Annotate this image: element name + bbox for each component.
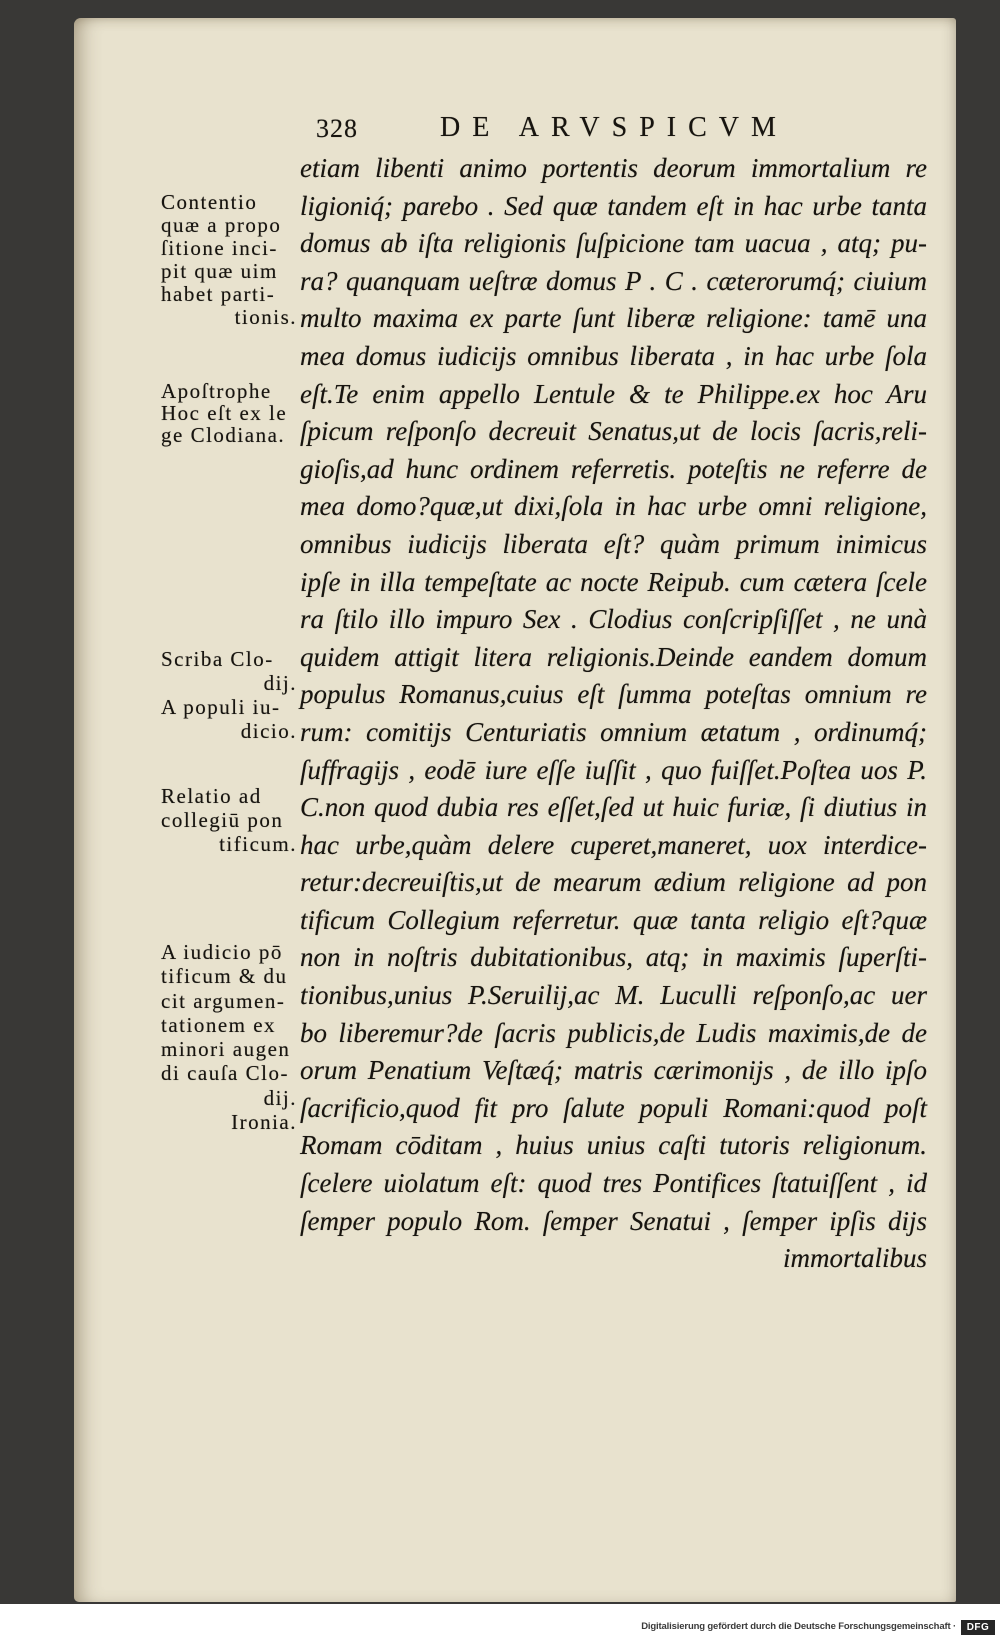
margin-note-apostrophe [161, 380, 297, 446]
margin-note-line: Hoc eſt ex le [161, 401, 288, 425]
text-line: orum Penatium Veſtæq́; matris cærimonijs , de illo ipſo [300, 1055, 927, 1086]
digitization-credit: Digitalisierung gefördert durch die Deutsche Forschungsgemeinschaft · [641, 1621, 956, 1632]
running-title: DE ARVSPICVM [440, 112, 788, 143]
text-line: ſemper populo Rom. ſemper Senatui , ſemper ipſis dijs [300, 1205, 927, 1236]
text-line: domus ab iſta religionis ſuſpicione tam uacua , atq; pu- [300, 228, 927, 259]
text-line: rum: comitijs Centuriatis omnium ætatum , ordinumq́; [300, 716, 927, 747]
text-line: ſuffragijs , eodē iure eſſe iuſſit , quo fuiſſet.Poſtea uos P. [300, 754, 927, 785]
margin-note-line: Contentio [161, 190, 258, 214]
page-number: 328 [316, 114, 358, 143]
margin-note-line: ge Clodiana. [161, 423, 286, 447]
text-line: etiam libenti animo portentis deorum immortalium re [300, 153, 927, 183]
margin-note-line: dij. [263, 671, 297, 695]
text-line: ſpicum reſponſo decreuit Senatus,ut de locis ſacris,reli- [300, 416, 927, 447]
text-line: non in noſtris dubitationibus, atq; in maximis ſuperſti- [300, 942, 927, 973]
margin-note-line: A iudicio pō [161, 940, 283, 964]
margin-note-line: Relatio ad [161, 784, 262, 808]
margin-note-line: tificum. [219, 832, 297, 856]
text-line: omnibus iudicijs liberata eſt? quàm primum inimicus [300, 528, 927, 559]
dfg-logo: DFG [961, 1620, 995, 1635]
text-line: mea domo?quæ,ut dixi,ſola in hac urbe omni religione, [300, 491, 927, 522]
margin-note-line: tificum & du [161, 964, 288, 989]
text-line: bo liberemur?de ſacris publicis,de Ludis maximis,de de [300, 1017, 927, 1048]
margin-note-line: A populi iu- [161, 695, 281, 719]
text-line: ſcelere uiolatum eſt: quod tres Pontifices ſtatuiſſent , id [300, 1168, 927, 1199]
text-line: ra? quanquam ueſtræ domus P . C . cæterorumq́; ciuium [300, 265, 927, 296]
text-line: eſt.Te enim appello Lentule & te Philippe.ex hoc Aru [300, 378, 927, 409]
text-line: ipſe in illa tempeſtate ac nocte Reipub. cum cætera ſcele [300, 566, 927, 597]
text-line: retur:decreuiſtis,ut de mearum ædium religione ad pon [300, 867, 927, 898]
margin-note-line: di cauſa Clo- [161, 1061, 289, 1086]
margin-note-relatio [161, 784, 297, 856]
margin-note-line: habet parti- [161, 282, 276, 306]
text-line: populus Romanus,cuius eſt ſumma poteſtas omnium re [300, 679, 927, 710]
text-line: Romam cōditam , huius unius caſti tutoris religionum. [300, 1130, 927, 1161]
text-line: multo maxima ex parte ſunt liberæ religione: tamē una [300, 303, 927, 334]
text-line: ſacrificio,quod fit pro ſalute populi Romani:quod poſt [300, 1092, 927, 1123]
text-line: ligioniq́; parebo . Sed quæ tandem eſt in hac urbe tanta [300, 190, 927, 221]
margin-note-line: tationem ex [161, 1012, 277, 1037]
margin-note-line: collegiū pon [161, 808, 284, 832]
margin-note-line: cit argumen- [161, 988, 286, 1013]
catchword: immortalibus [782, 1243, 927, 1274]
text-line: tificum Collegium referretur. quæ tanta religio eſt?quæ [300, 904, 927, 935]
margin-note-scriba [161, 647, 297, 743]
margin-note-line: ſitione inci- [161, 236, 278, 260]
text-line: tionibus,unius P.Seruilij,ac M. Luculli reſponſo,ac uer [300, 980, 927, 1011]
margin-note-line: Apoſtrophe [161, 379, 272, 403]
margin-note-line: Scriba Clo- [161, 647, 274, 671]
text-line: hac urbe,quàm delere cuperet,maneret, uox interdice- [300, 829, 927, 860]
margin-note-line: dij. [263, 1085, 297, 1110]
margin-note-iudicio [161, 940, 297, 1134]
margin-note-line: Ironia. [231, 1110, 297, 1135]
text-line: quidem attigit litera religionis.Deinde eandem domum [300, 641, 927, 672]
text-line: ra ſtilo illo impuro Sex . Clodius conſcripſiſſet , ne unà [300, 604, 927, 635]
margin-note-line: pit quæ uim [161, 259, 278, 283]
margin-note-line: minori augen [161, 1037, 291, 1062]
margin-note-line: dicio. [240, 719, 297, 743]
main-text-block [300, 150, 927, 1278]
margin-note-contentio [161, 191, 297, 329]
text-line: mea domus iudicijs omnibus liberata , in hac urbe ſola [300, 340, 927, 371]
text-line: C.non quod dubia res eſſet,ſed ut huic furiæ, ſi diutius in [300, 792, 927, 823]
text-line: gioſis,ad hunc ordinem referretis. poteſtis ne referre de [300, 453, 927, 484]
margin-note-line: tionis. [234, 305, 297, 329]
margin-note-line: quæ a propo [161, 213, 282, 237]
